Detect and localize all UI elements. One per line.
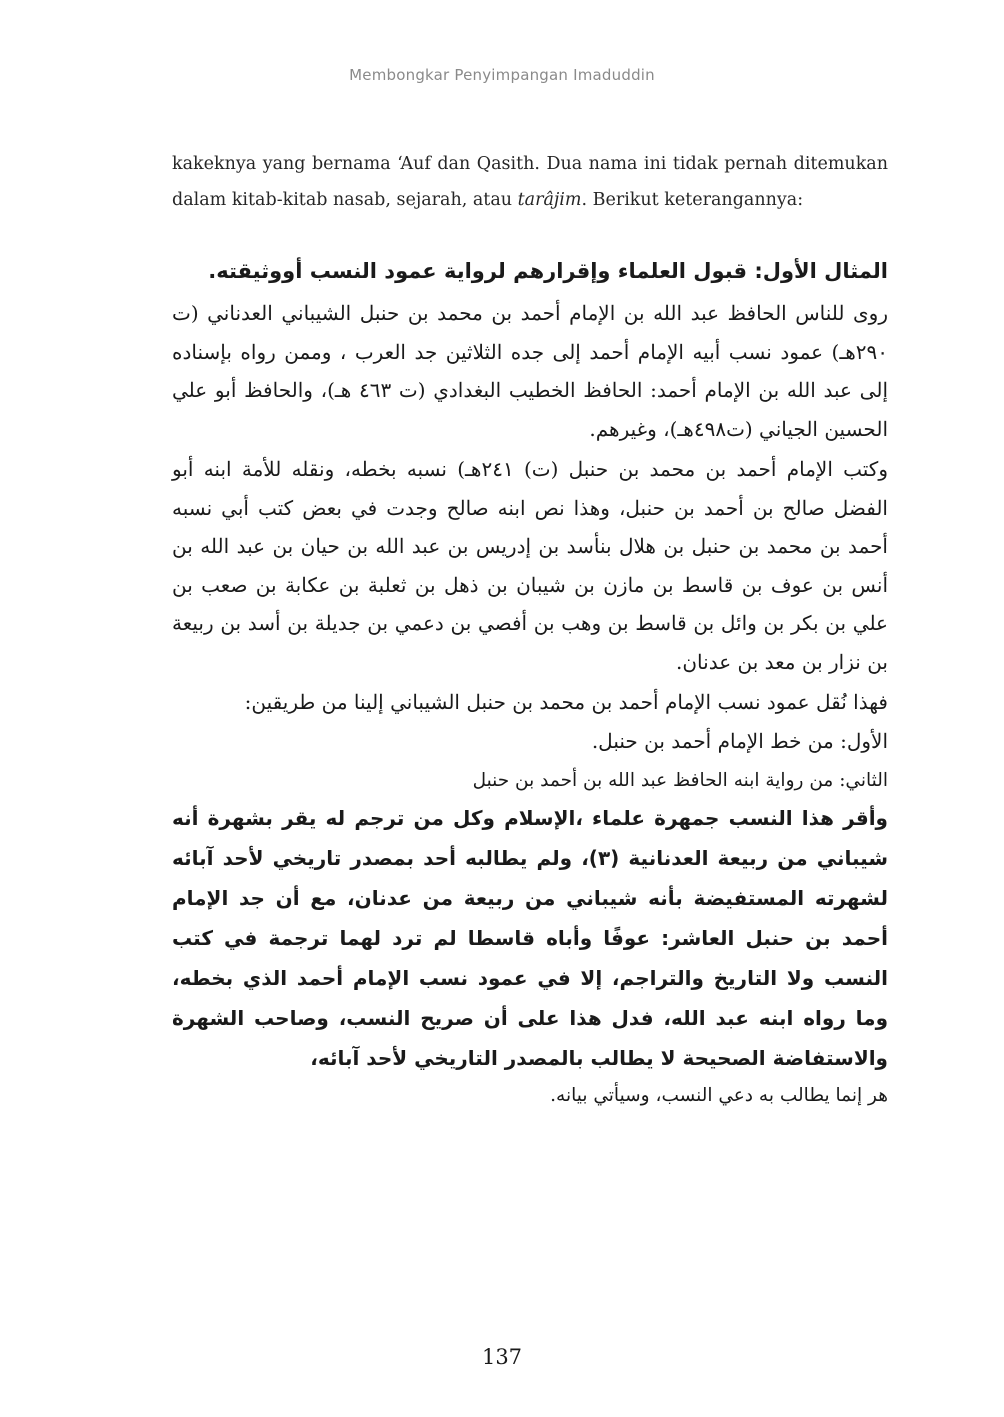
arabic-bold-paragraph: وأقر هذا النسب جمهرة علماء ،الإسلام وكل من ترجم له يقر بشهرة أنه شيباني من ربيعة العدنانية (٣)، ولم يطالبه أحد بمصدر تاريخي لأحد آبائه لشهرته المستفيضة بأنه شيباني من ربيعة من عدنان، مع أن جد الإمام أحمد بن حنبل العاشر: عوفًا وأباه قاسطا لم ترد لهما ترجمة في كتب النسب ولا التاريخ والتراجم، إلا في عمود نسب الإمام أحمد الذي بخطه، وما رواه ابنه عبد الله، فدل هذا على أن صريح النسب، وصاحب الشهرة والاستفاضة الصحيحة لا يطالب بالمصدر التاريخي لأحد آبائه، (172, 805, 888, 1070)
page-number: 137 (481, 1345, 523, 1369)
intro-italic-term: tarâjim (517, 190, 582, 210)
arabic-paragraph-1: روى للناس الحافظ عبد الله بن الإمام أحمد بن محمد بن حنبل الشيباني العدناني (ت ٢٩٠هـ) عمود نسب أبيه الإمام أحمد إلى جده الثلاثين جد العرب ، وممن رواه بإسناده إلى عبد الله بن الإمام أحمد: الحافظ الخطيب البغدادي (ت ٤٦٣ هـ)، والحافظ أبو علي الحسين الجياني (ت٤٩٨هـ)، وغيرهم. (172, 301, 889, 441)
arabic-paragraph-2: وكتب الإمام أحمد بن محمد بن حنبل (ت) ٢٤١هـ) نسبه بخطه، ونقله للأمة ابنه أبو الفضل صالح بن أحمد بن حنبل، وهذا نص ابنه صالح وجدت في بعض كتب أبي نسبه أحمد بن محمد بن حنبل بن هلال بنأسد بن إدريس بن عبد الله بن حيان بن عبد الله بن أنس بن عوف بن قاسط بن مازن بن شيبان بن ذهل بن ثعلبة بن عكابة بن صعب بن علي بن بكر بن وائل بن قاسط بن وهب بن أفصي بن دعمي بن جديلة بن أسد بن ربيعة بن نزار بن معد بن عدنان. (172, 457, 889, 674)
running-header: Membongkar Penyimpangan Imaduddin (349, 66, 655, 84)
arabic-text-block (172, 250, 888, 1114)
intro-text-start: kakeknya yang bernama ‘Auf dan Qasith. Dua nama ini tidak pernah ditemukan dalam kitab-kitab nasab, sejarah, atau (172, 154, 888, 210)
arabic-paragraph-3: فهذا نُقل عمود نسب الإمام أحمد بن محمد بن حنبل الشيباني إلينا من طريقين: (244, 690, 888, 714)
arabic-line-second-route: الثاني: من رواية ابنه الحافظ عبد الله بن أحمد بن حنبل (472, 769, 888, 791)
arabic-final-line: هر إنما يطالب به دعي النسب، وسيأتي بيانه. (550, 1084, 888, 1106)
section-heading: المثال الأول: قبول العلماء وإقرارهم لرواية عمود النسب أووثيقته. (208, 259, 888, 283)
intro-text-end: . Berikut keterangannya: (581, 190, 804, 210)
arabic-line-first-route: الأول: من خط الإمام أحمد بن حنبل. (591, 728, 888, 753)
intro-paragraph (172, 146, 888, 218)
